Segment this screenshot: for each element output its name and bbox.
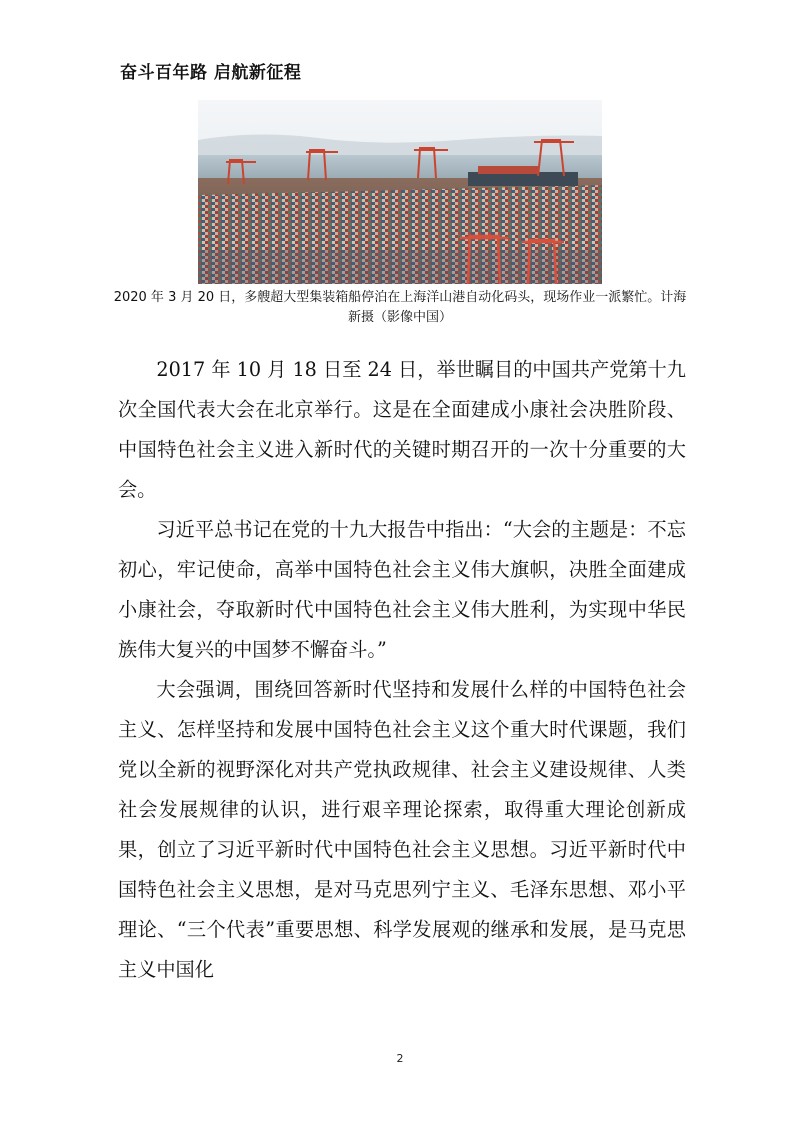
figure-caption: 2020 年 3 月 20 日，多艘超大型集装箱船停泊在上海洋山港自动化码头，现场作业一派繁忙。计海新摄（影像中国） xyxy=(113,290,687,325)
article-paragraph: 大会强调，围绕回答新时代坚持和发展什么样的中国特色社会主义、怎样坚持和发展中国特色社会主义这个重大时代课题，我们党以全新的视野深化对共产党执政规律、社会主义建设规律、人类社会发展规律的认识，进行艰辛理论探索，取得重大理论创新成果，创立了习近平新时代中国特色社会主义思想。习近平新时代中国特色社会主义思想，是对马克思列宁主义、毛泽东思想、邓小平理论、“三个代表”重要思想、科学发展观的继承和发展，是马克思主义中国化 xyxy=(118,678,686,981)
article-body xyxy=(118,350,686,990)
photo-illustration xyxy=(198,100,602,284)
page-header-title: 奋斗百年路 启航新征程 xyxy=(120,63,302,83)
article-paragraph: 2017 年 10 月 18 日至 24 日，举世瞩目的中国共产党第十九次全国代表大会在北京举行。这是在全面建成小康社会决胜阶段、中国特色社会主义进入新时代的关键时期召开的一次十分重要的大会。 xyxy=(118,358,686,501)
container-port-photo xyxy=(198,100,602,284)
page-number: 2 xyxy=(396,1052,404,1065)
article-paragraph: 习近平总书记在党的十九大报告中指出：“大会的主题是：不忘初心，牢记使命，高举中国特色社会主义伟大旗帜，决胜全面建成小康社会，夺取新时代中国特色社会主义伟大胜利，为实现中华民族伟大复兴的中国梦不懈奋斗。” xyxy=(118,518,686,661)
